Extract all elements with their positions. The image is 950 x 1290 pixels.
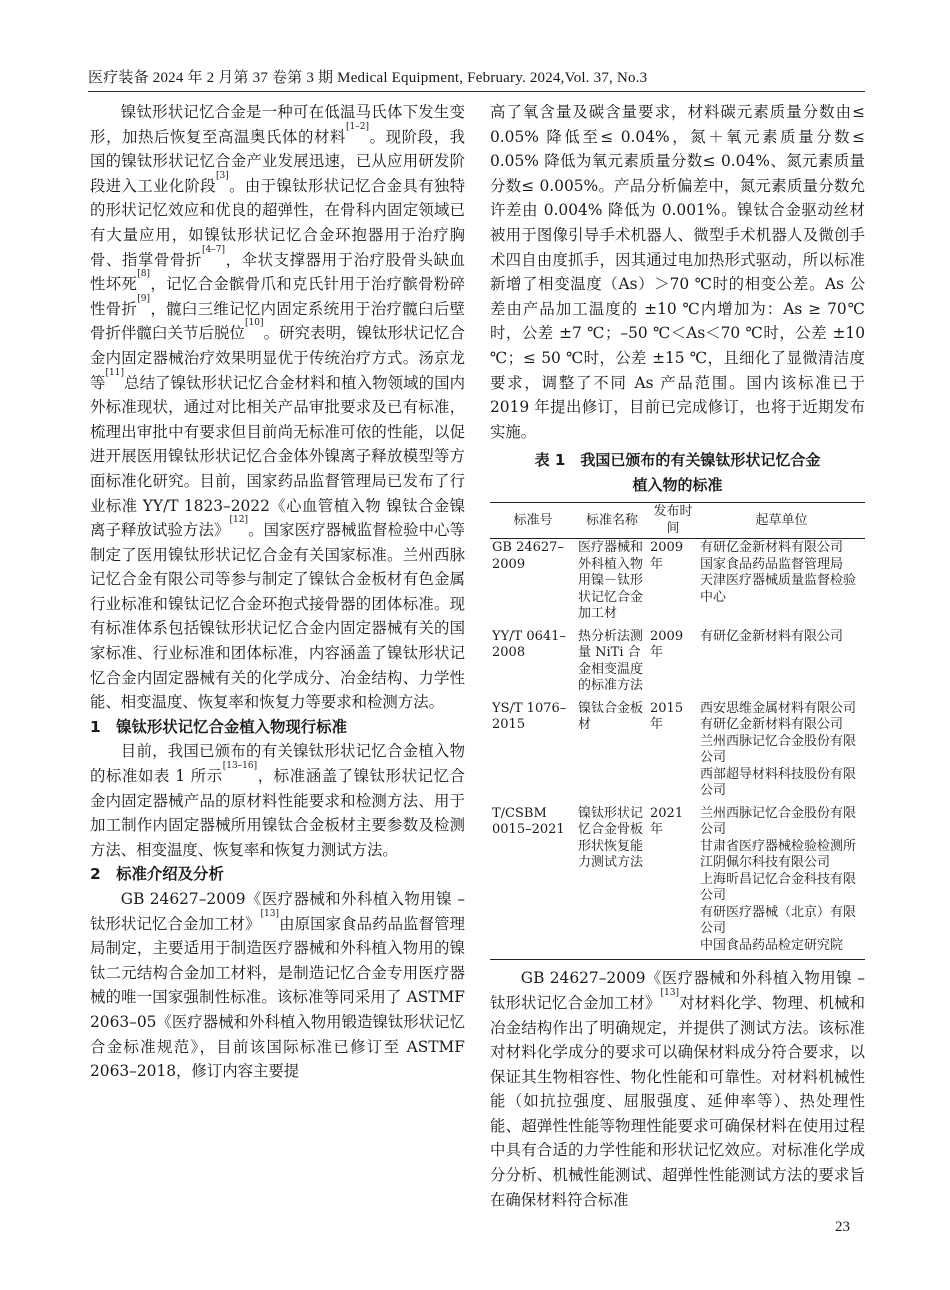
analysis-paragraph <box>490 966 865 1212</box>
org: 有研亿金新材料有限公司 <box>700 628 844 644</box>
drafting-units <box>698 805 865 960</box>
text-run: 镍钛形状记忆合金是一种可在低温马氏体下发生变形，加热后恢复至高温奥氏体的材料 <box>90 103 465 146</box>
standard-no: T/CSBM 0015–2021 <box>492 805 565 838</box>
header-standard-name: 标准名称 <box>576 503 648 539</box>
header-rule <box>88 91 865 92</box>
drafting-units <box>698 539 865 628</box>
table-header-row <box>490 503 865 539</box>
text-run: GB 24627–2009《医疗器械和外科植入物用镍 – 钛形状记忆合金加工材》 <box>490 969 865 1012</box>
text-run: 。国家医疗器械监督检验中心等制定了医用镍钛形状记忆合金有关国家标准。兰州西脉记忆合金有限公司等参与制定了镍钛合金板材有色金属行业标准和镍钛记忆合金环抱式接骨器的团体标准。现有标准体系包括镍钛形状记忆合金内固定器械有关的国家标准、行业标准和团体标准，内容涵盖了镍钛形状记忆合金内固定器械有关的化学成分、冶金结构、力学性能、相变温度、恢复率和恢复力等要求和检测方法。 <box>90 521 465 712</box>
text-run: GB 24627–2009《医疗器械和外科植入物用镍 – 钛形状记忆合金加工材》 <box>90 890 465 933</box>
text-run: 。由于镍钛形状记忆合金具有独特的形状记忆效应和优良的超弹性，在骨科内固定领域已有大量应用，如镍钛形状记忆合金环抱器用于治疗胸骨、指掌骨骨折 <box>90 176 465 269</box>
citation: [13] <box>660 987 679 998</box>
org: 江阴佩尔科技有限公司 <box>700 855 831 871</box>
right-column <box>490 100 865 1212</box>
table-row <box>490 805 865 960</box>
running-header: 医疗装备 2024 年 2 月第 37 卷第 3 期 Medical Equipment, February. 2024,Vol. 37, No.3 <box>88 70 648 86</box>
citation: [1–2] <box>346 121 369 132</box>
citation: [10] <box>245 318 264 329</box>
text-run: 总结了镍钛形状记忆合金材料和植入物领域的国内外标准现状，通过对比相关产品审批要求及已有标准，梳理出审批中有要求但目前尚无标准可依的性能，以促进开展医用镍钛形状记忆合金体外镍离子释放模型等方面标准化研究。目前，国家药品监督管理局已发布了行业标准 YY/T 1823–2022《心血管植入物 镍钛合金镍离子释放试验方法》 <box>90 373 465 540</box>
release-year: 2009 年 <box>650 628 684 661</box>
org: 天津医疗器械质量监督检验中心 <box>700 573 857 605</box>
release-year: 2009 年 <box>650 540 684 572</box>
standard-name: 热分析法测量 NiTi 合金相变温度的标准方法 <box>578 628 644 694</box>
citation: [12] <box>229 515 248 526</box>
section-1-paragraph <box>90 739 465 862</box>
standards-table <box>490 502 865 960</box>
citation: [3] <box>216 170 229 181</box>
citation: [8] <box>137 269 150 280</box>
table-row <box>490 628 865 700</box>
text-run: 目前，我国已颁布的有关镍钛形状记忆合金植入物的标准如表 1 所示 <box>90 742 465 786</box>
org: 西部超导材料科技股份有限公司 <box>700 766 857 799</box>
text-run: ，标准涵盖了镍钛形状记忆合金内固定器械产品的原材料性能要求和检测方法、用于加工制作内固定器械所用镍钛合金板材主要参数及检测方法、相变温度、恢复率和恢复力测试方法。 <box>90 767 465 859</box>
header-drafting-unit: 起草单位 <box>698 503 865 539</box>
text-run: 由原国家食品药品监督管理局制定，主要适用于制造医疗器械和外科植入物用的镍钛二元结构合金加工材料，是制造记忆合金专用医疗器械的唯一国家强制性标准。该标准等同采用了 ASTMF 2063–05《医疗器械和外科植入物用锻造镍钛形状记忆合金标准规范》，目前该国际标准已修订至 ASTMF 2063–2018，修订内容主要提 <box>90 914 465 1081</box>
drafting-units <box>698 700 865 805</box>
text-run: ，记忆合金髌骨爪和克氏针用于治疗髌骨粉碎性骨折 <box>90 275 465 318</box>
standard-name: 医疗器械和外科植入物用镍－钛形状记忆合金加工材 <box>578 540 644 622</box>
org: 有研医疗器械（北京）有限公司 <box>700 904 857 937</box>
org: 中国食品药品检定研究院 <box>700 937 844 953</box>
org: 兰州西脉记忆合金股份有限公司 <box>700 805 857 838</box>
org: 甘肃省医疗器械检验检测所 <box>700 838 857 854</box>
org: 上海昕昌记忆合金科技有限公司 <box>700 871 857 904</box>
standard-no: YY/T 0641–2008 <box>492 628 566 661</box>
text-run: 对材料化学、物理、机械和冶金结构作出了明确规定，并提供了测试方法。该标准对材料化学成分的要求可以确保材料成分符合要求，以保证其生物相容性、物化性能和可靠性。对材料机械性能（如抗拉强度、屈服强度、延伸率等）、热处理性能、超弹性性能等物理性能要求可确保材料在使用过程中具有合适的力学性能和形状记忆效应。对标准化学成分分析、机械性能测试、超弹性性能测试方法的要求旨在确保材料符合标准 <box>490 993 865 1209</box>
text-run: ，髋臼三维记忆内固定系统用于治疗髋臼后壁骨折伴髋臼关节后脱位 <box>90 299 465 343</box>
citation: [4–7] <box>202 244 225 255</box>
header-release-date: 发布时间 <box>648 503 698 539</box>
text-run: 。研究表明，镍钛形状记忆合金内固定器械治疗效果明显优于传统治疗方式。汤京龙等 <box>90 324 465 392</box>
citation: [9] <box>137 293 150 304</box>
standard-name: 镍钛合金板材 <box>578 700 644 733</box>
release-year: 2021 年 <box>650 805 684 838</box>
citation: [11] <box>105 367 124 378</box>
continued-paragraph: 高了氧含量及碳含量要求，材料碳元素质量分数由≤ 0.05% 降低至≤ 0.04%，氮＋氧元素质量分数≤ 0.05% 降低为氧元素质量分数≤ 0.04%、氮元素质量分数≤ 0.005%。产品分析偏差中，氮元素质量分数允许差由 0.004% 降低为 0.001%。镍钛合金驱动丝材被用于图像引导手术机器人、微型手术机器人及微创手术四自由度抓手，因其通过电加热形式驱动，所以标准新增了相变温度（As）＞70 ℃时的相变公差。As 公差由产品加工温度的 ±10 ℃内增加为：As ≥ 70℃时，公差 ±7 ℃；–50 ℃＜As＜70 ℃时，公差 ±10 ℃；≤ 50 ℃时，公差 ±15 ℃，且细化了显微清洁度要求，调整了不同 As 产品范围。国内该标准已于 2019 年提出修订，目前已完成修订，也将于近期发布实施。 <box>490 103 865 441</box>
text-run: 。现阶段，我国的镍钛形状记忆合金产业发展迅速，已从应用研发阶段进入工业化阶段 <box>90 127 465 195</box>
citation: [13–16] <box>222 761 258 772</box>
table-row <box>490 539 865 628</box>
text-run: ，伞状支撑器用于治疗股骨头缺血性坏死 <box>90 250 465 294</box>
org: 国家食品药品监督管理局 <box>700 556 844 572</box>
section-heading-1: 1 镍钛形状记忆合金植入物现行标准 <box>90 717 347 736</box>
table-row <box>490 700 865 805</box>
standard-no: GB 24627–2009 <box>492 540 564 572</box>
drafting-units <box>698 628 865 700</box>
header-standard-no: 标准号 <box>490 503 576 539</box>
table-caption <box>490 448 865 498</box>
org: 有研亿金新材料有限公司 <box>700 717 844 733</box>
citation: [13] <box>260 908 279 919</box>
intro-paragraph <box>90 100 465 715</box>
org: 有研亿金新材料有限公司 <box>700 540 844 556</box>
org: 西安思维金属材料有限公司 <box>700 700 857 716</box>
section-heading-2: 2 标准介绍及分析 <box>90 865 224 884</box>
left-column <box>90 100 465 1084</box>
standard-no: YS/T 1076–2015 <box>492 700 567 733</box>
standard-name: 镍钛形状记忆合金骨板形状恢复能力测试方法 <box>578 805 644 871</box>
section-2-paragraph <box>90 887 465 1084</box>
org: 兰州西脉记忆合金股份有限公司 <box>700 733 857 766</box>
table-caption-line: 植入物的标准 <box>632 476 723 495</box>
release-year: 2015 年 <box>650 700 684 733</box>
page-number: 23 <box>835 1219 850 1235</box>
table-caption-line: 表 1 我国已颁布的有关镍钛形状记忆合金 <box>534 451 821 470</box>
